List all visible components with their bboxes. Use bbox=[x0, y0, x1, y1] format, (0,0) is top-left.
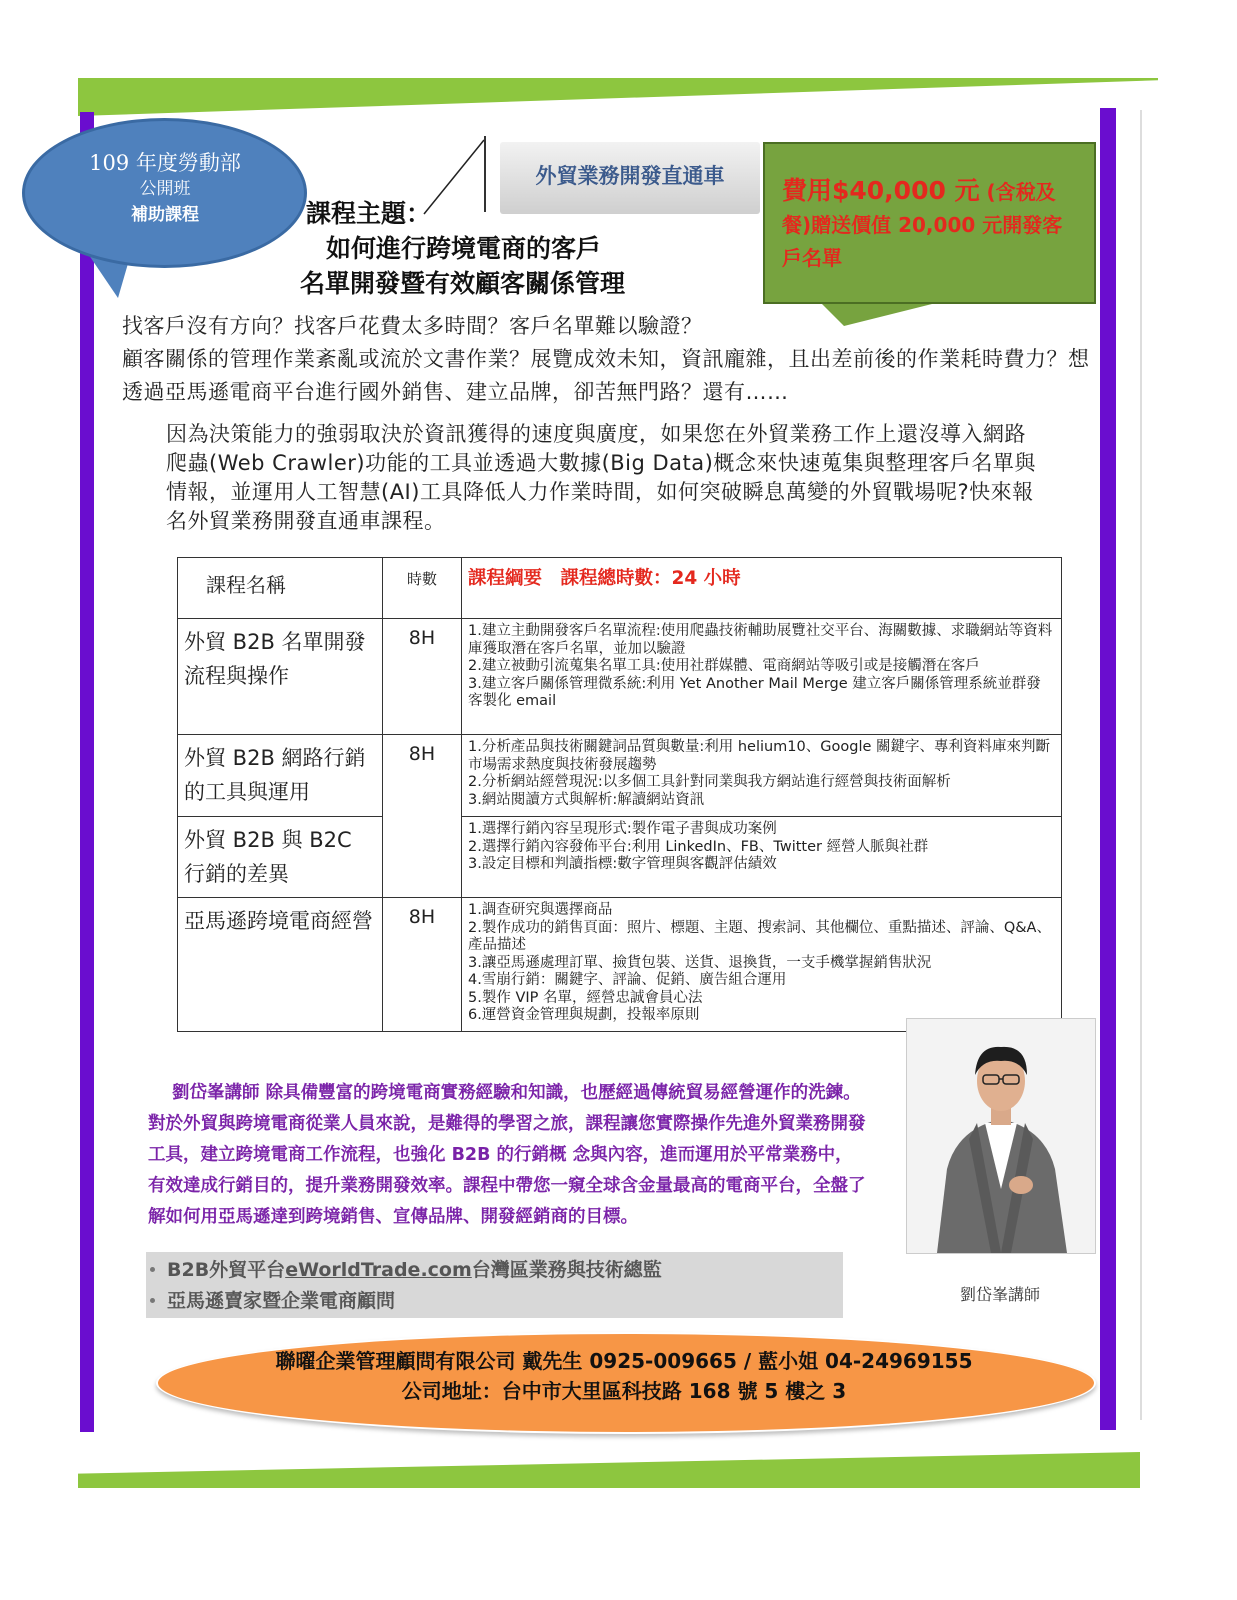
list-item: 2.分析網站經營現況:以多個工具針對同業與我方網站進行經營與技術面解析 bbox=[468, 774, 951, 790]
banner-label: 外貿業務開發直通車 bbox=[535, 164, 725, 188]
row-content bbox=[462, 735, 1062, 817]
row-name: 外貿 B2B 與 B2C 行銷的差異 bbox=[178, 817, 383, 898]
list-item: 3.設定目標和判讀指標:數字管理與客觀評估績效 bbox=[468, 856, 777, 872]
fee-detail: (含稅及餐)贈送價值 20,000 元開發客戶名單 bbox=[782, 180, 1063, 270]
instructor-photo bbox=[906, 1018, 1096, 1254]
list-item: 1.選擇行銷內容呈現形式:製作電子書與成功案例 bbox=[468, 821, 777, 837]
bubble-subsidy: 補助課程 bbox=[131, 205, 199, 225]
table-header-row bbox=[178, 558, 1062, 619]
list-item: 4.雪崩行銷：關鍵字、評論、促銷、廣告組合運用 bbox=[468, 972, 787, 988]
bullet-icon bbox=[150, 1267, 155, 1272]
title-line-1: 課程主題： bbox=[306, 199, 432, 228]
fee-amount: 費用$40,000 元 bbox=[782, 176, 980, 205]
instructor-bio bbox=[148, 1078, 868, 1233]
top-green-bar bbox=[78, 78, 1158, 116]
bubble-class: 公開班 bbox=[139, 179, 191, 199]
list-item: 1.分析產品與技術關鍵詞品質與數量:利用 helium10、Google 關鍵字、專利資料庫來判斷市場需求熱度與技術發展趨勢 bbox=[468, 739, 1051, 773]
bubble-year: 109 年度勞動部 bbox=[89, 151, 241, 175]
row-name: 外貿 B2B 網路行銷的工具與運用 bbox=[178, 735, 383, 817]
bullet-icon bbox=[150, 1298, 155, 1303]
bottom-green-bar bbox=[78, 1452, 1140, 1488]
row-content bbox=[462, 817, 1062, 898]
contact-info bbox=[156, 1346, 1092, 1406]
intro-line-1: 找客戶沒有方向？找客戶花費太多時間？客戶名單難以驗證？ bbox=[122, 314, 703, 338]
intro-questions bbox=[122, 310, 1097, 409]
table-row bbox=[178, 735, 1062, 817]
credentials bbox=[150, 1255, 840, 1317]
title-line-2: 如何進行跨境電商的客戶 bbox=[326, 234, 602, 263]
list-item: 3.建立客戶關係管理微系統:利用 Yet Another Mail Merge 建立客戶關係管理系統並群發客製化 email bbox=[468, 675, 1041, 709]
title-line-3: 名單開發暨有效顧客關係管理 bbox=[300, 269, 626, 298]
bubble-text bbox=[60, 150, 270, 228]
header-outline: 課程綱要 課程總時數：24 小時 bbox=[462, 558, 1062, 619]
bio-text: 劉岱峯講師 除具備豐富的跨境電商實務經驗和知識，也歷經過傳統貿易經營運作的洗鍊。對於外貿與跨境電商從業人員來說，是難得的學習之旅，課程讓您實際操作先進外貿業務開發工具，建立跨境電商工作流程，也強化 B2B 的行銷概 念與內容，進而運用於平常業務中，有效達成行銷目的，提升業務開發效率。課程中帶您一窺全球含金量最高的電商平台，全盤了解如何用亞馬遜達到跨境銷售、宣傳品牌、開發經銷商的目標。 bbox=[148, 1083, 866, 1227]
right-purple-bar bbox=[1100, 108, 1116, 1430]
credential-prefix: B2B外貿平台 bbox=[167, 1259, 286, 1281]
row-hours: 8H bbox=[383, 898, 462, 1032]
photo-caption: 劉岱峯講師 bbox=[959, 1285, 1040, 1304]
row-name: 外貿 B2B 名單開發流程與操作 bbox=[178, 619, 383, 735]
row-content bbox=[462, 619, 1062, 735]
row-hours: 8H bbox=[383, 735, 462, 898]
list-item: 2.製作成功的銷售頁面：照片、標題、主題、搜索詞、其他欄位、重點描述、評論、Q&A、產品描述 bbox=[468, 919, 1051, 953]
intro-line-2: 顧客關係的管理作業紊亂或流於文書作業？展覽成效未知，資訊龐雜，且出差前後的作業耗時費力？想透過亞馬遜電商平台進行國外銷售、建立品牌，卻苦無門路？還有…… bbox=[122, 347, 1090, 404]
left-purple-bar bbox=[80, 112, 94, 1432]
course-table bbox=[177, 557, 1062, 1032]
list-item: 3.讓亞馬遜處理訂單、撿貨包裝、送貨、退換貨，一支手機掌握銷售狀況 bbox=[468, 954, 932, 971]
fee-text bbox=[782, 174, 1082, 275]
credential-item bbox=[150, 1286, 840, 1317]
credential-item bbox=[150, 1255, 840, 1286]
contact-address: 公司地址：台中市大里區科技路 168 號 5 樓之 3 bbox=[401, 1379, 847, 1403]
instructor-illustration bbox=[907, 1019, 1095, 1253]
row-name: 亞馬遜跨境電商經營 bbox=[178, 898, 383, 1032]
contact-line-1: 聯曜企業管理顧問有限公司 戴先生 0925-009665 / 藍小姐 04-24969155 bbox=[275, 1349, 973, 1373]
header-hours: 時數 bbox=[383, 558, 462, 619]
list-item: 5.製作 VIP 名單，經營忠誠會員心法 bbox=[468, 989, 703, 1006]
intro-paragraph: 因為決策能力的強弱取決於資訊獲得的速度與廣度，如果您在外貿業務工作上還沒導入網路爬蟲(Web Crawler)功能的工具並透過大數據(Big Data)概念來快速蒐集與整理客戶名單與情報，並運用人工智慧(AI)工具降低人力作業時間，如何突破瞬息萬變的外貿戰場呢?快來報名外貿業務開發直通車課程。 bbox=[166, 422, 1036, 533]
list-item: 6.運營資金管理與規劃，投報率原則 bbox=[468, 1007, 700, 1023]
list-item: 2.選擇行銷內容發佈平台:利用 LinkedIn、FB、Twitter 經營人脈與社群 bbox=[468, 838, 929, 855]
credential-suffix: 台灣區業務與技術總監 bbox=[471, 1259, 662, 1281]
credential-link[interactable]: eWorldTrade.com bbox=[285, 1259, 472, 1281]
table-row bbox=[178, 619, 1062, 735]
credential-text: 亞馬遜賣家暨企業電商顧問 bbox=[167, 1290, 396, 1312]
list-item: 1.建立主動開發客戶名單流程:使用爬蟲技術輔助展覽社交平台、海關數據、求職網站等資料庫獲取潛在客戶名單，並加以驗證 bbox=[468, 623, 1053, 657]
list-item: 2.建立被動引流蒐集名單工具:使用社群媒體、電商網站等吸引或是接觸潛在客戶 bbox=[468, 658, 980, 674]
list-item: 1.調查研究與選擇商品 bbox=[468, 902, 613, 918]
course-title bbox=[300, 196, 770, 301]
table-row bbox=[178, 817, 1062, 898]
right-thin-line bbox=[1140, 110, 1142, 1420]
row-content bbox=[462, 898, 1062, 1032]
row-hours: 8H bbox=[383, 619, 462, 735]
list-item: 3.網站閱讀方式與解析:解讀網站資訊 bbox=[468, 791, 705, 808]
header-course-name: 課程名稱 bbox=[178, 558, 383, 619]
table-row bbox=[178, 898, 1062, 1032]
